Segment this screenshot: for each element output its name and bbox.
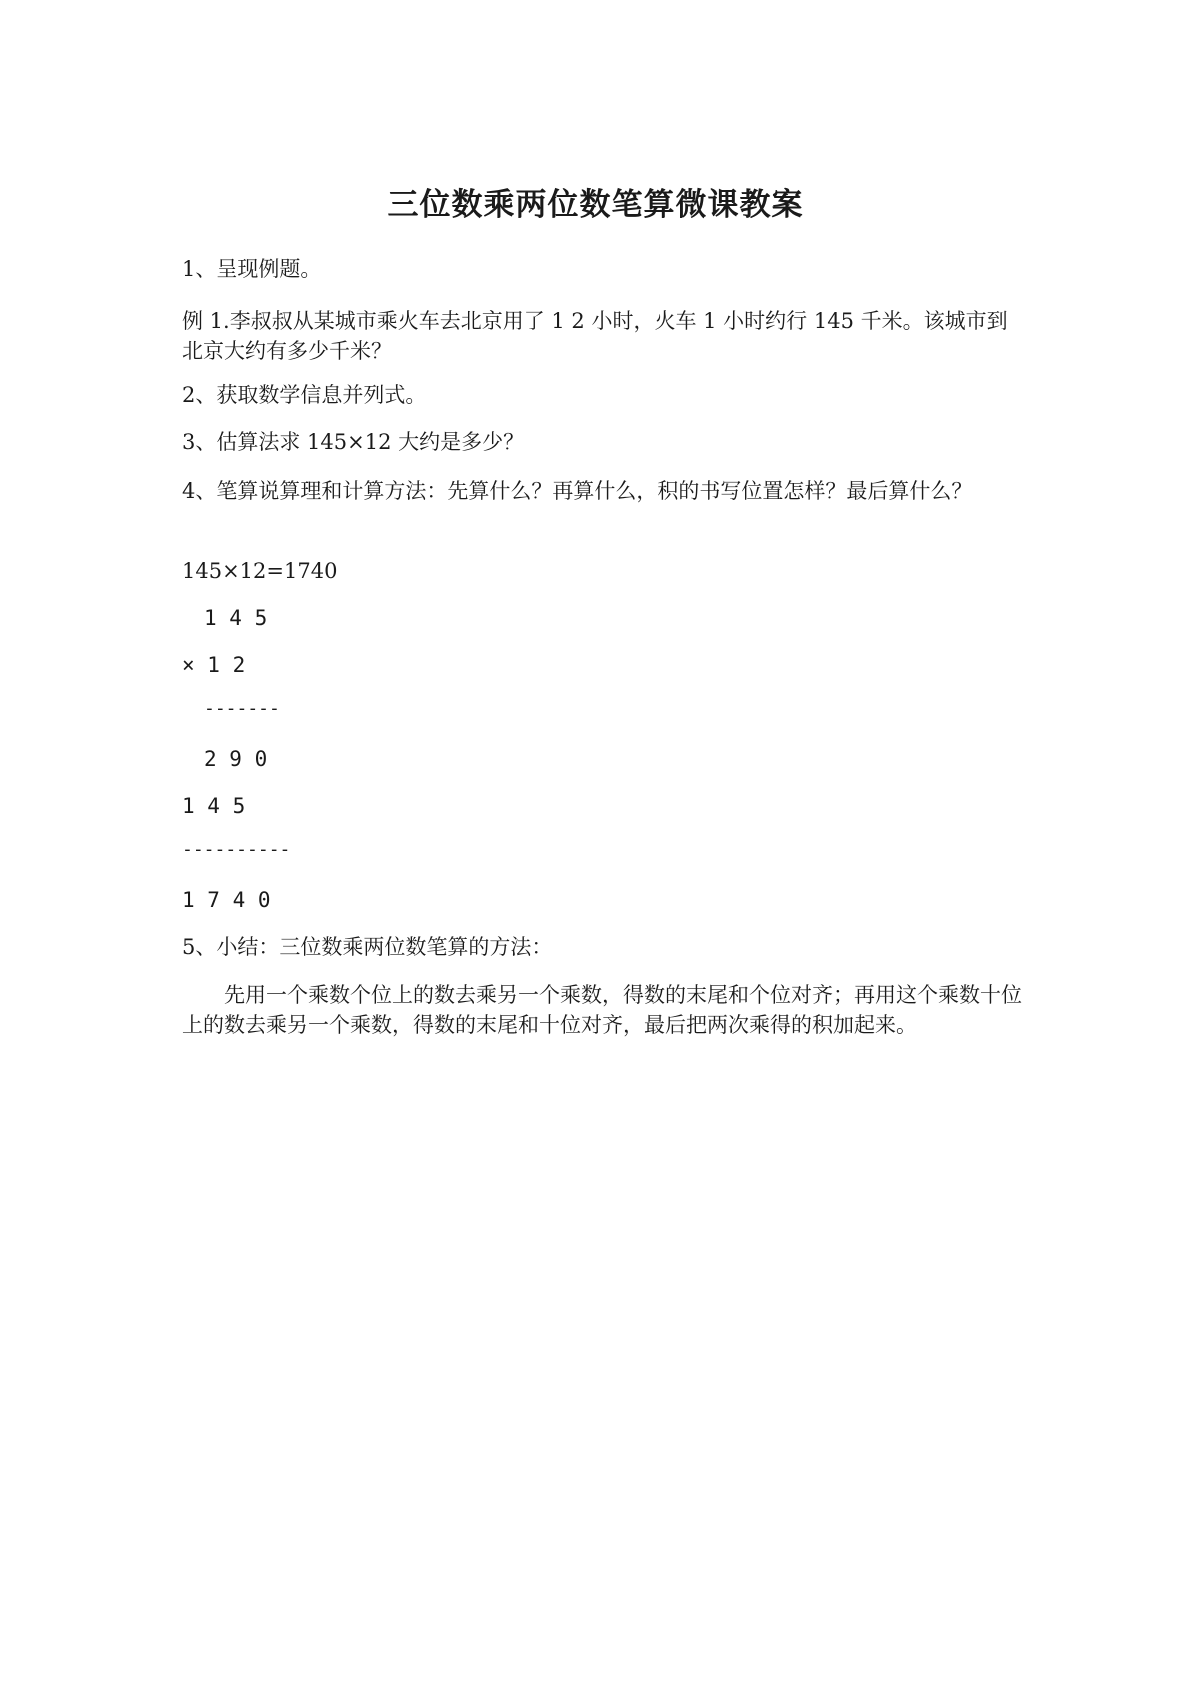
vertical-partial-product-1: 2 9 0 [204,747,268,771]
vertical-rule-2: ---------- [182,839,291,860]
example-problem: 例 1.李叔叔从某城市乘火车去北京用了 1 2 小时，火车 1 小时约行 145 千米。该城市到北京大约有多少千米？ [182,309,1008,363]
vertical-product: 1 7 4 0 [182,888,271,912]
document-title: 三位数乘两位数笔算微课教案 [387,187,804,223]
step-3: 3、估算法求 145×12 大约是多少？ [182,430,525,454]
summary-paragraph: 先用一个乘数个位上的数去乘另一个乘数，得数的末尾和个位对齐；再用这个乘数十位上的数去乘另一个乘数，得数的末尾和十位对齐，最后把两次乘得的积加起来。 [182,983,1022,1037]
equation: 145×12=1740 [182,559,338,583]
step-1: 1、呈现例题。 [182,257,322,281]
step-4: 4、笔算说算理和计算方法：先算什么？再算什么，积的书写位置怎样？最后算什么？ [182,479,973,503]
vertical-rule-1: ------- [204,698,280,719]
vertical-multiplier: × 1 2 [182,653,246,677]
vertical-multiplicand: 1 4 5 [204,606,268,630]
step-5: 5、小结：三位数乘两位数笔算的方法： [182,935,553,959]
vertical-partial-product-2: 1 4 5 [182,794,246,818]
step-2: 2、获取数学信息并列式。 [182,383,427,407]
